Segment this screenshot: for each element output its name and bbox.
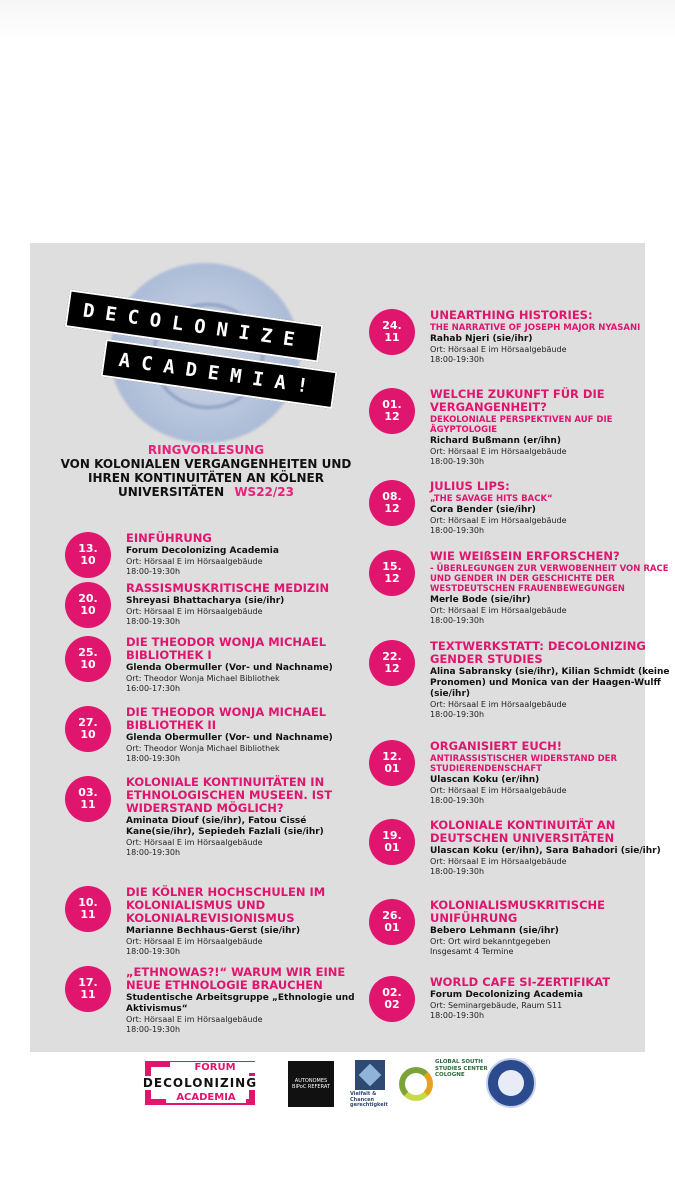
vielfalt-logo: Vielfalt & Chancen gerechtigkeit [350,1060,390,1108]
date-badge [65,532,111,578]
date-badge [369,740,415,786]
event-title: WORLD CAFE SI-ZERTIFIKAT [430,975,611,989]
event-speaker: Forum Decolonizing Academia [126,546,279,556]
date-day: 10. [78,896,98,909]
event-details [430,740,670,806]
event-title: JULIUS LIPS: [430,479,510,493]
date-day: 26. [382,909,402,922]
event-time: 18:00-19:30h [126,617,181,626]
date-badge [369,480,415,526]
event-title: KOLONIALE KONTINUITÄTEN IN ETHNOLOGISCHEN MUSEEN. IST WIDERSTAND MÖGLICH? [126,775,333,815]
event-speaker: Aminata Diouf (sie/ihr), Fatou Cissé Kane(sie/ihr), Sepiedeh Fazlali (sie/ihr) [126,816,324,837]
event-details [430,640,670,720]
date-month: 10 [80,554,96,567]
date-month: 10 [80,658,96,671]
event-details [430,550,670,626]
event-time: 18:00-19:30h [430,710,485,719]
event-place: Ort: Hörsaal E im Hörsaalgebäude [430,857,567,866]
date-month: 12 [384,502,400,515]
event-details [430,899,670,957]
event-place: Ort: Hörsaal E im Hörsaalgebäude [430,606,567,615]
event-subtitle: ANTIRASSISTISCHER WIDERSTAND DER STUDIERENDENSCHAFT [430,754,617,774]
event-details [430,309,670,365]
event-title: DIE KÖLNER HOCHSCHULEN IM KOLONIALISMUS UND KOLONIALREVISIONISMUS [126,885,326,925]
date-month: 11 [80,908,96,921]
event-place: Ort: Hörsaal E im Hörsaalgebäude [430,516,567,525]
event-speaker: Bebero Lehmann (sie/ihr) [430,926,559,936]
date-month: 11 [80,988,96,1001]
event-details [126,966,366,1035]
event-details [126,776,366,858]
event-subtitle: - ÜBERLEGUNGEN ZUR VERWOBENHEIT VON RACE UND GENDER IN DER GESCHICHTE DER WESTDEUTSCHEN FRAUENBEWEGUNGEN [430,564,669,594]
date-month: 11 [384,331,400,344]
date-day: 19. [382,829,402,842]
date-month: 11 [80,798,96,811]
date-day: 12. [382,750,402,763]
event-time: 18:00-19:30h [126,848,181,857]
date-day: 01. [382,398,402,411]
event-title: ORGANISIERT EUCH! [430,739,562,753]
event-speaker: Glenda Obermuller (Vor- und Nachname) [126,663,333,673]
date-badge [65,706,111,752]
date-badge [65,636,111,682]
date-day: 20. [78,592,98,605]
subtitle-text: VON KOLONIALEN VERGANGENHEITEN UND IHREN KONTINUITÄTEN AN KÖLNER UNIVERSITÄTEN [60,457,352,499]
event-speaker: Ulascan Koku (er/ihn) [430,775,540,785]
event-time: 18:00-19:30h [430,1011,485,1020]
date-badge [65,582,111,628]
event-subtitle: „THE SAVAGE HITS BACK“ [430,494,553,504]
event-speaker: Rahab Njeri (sie/ihr) [430,334,533,344]
event-time: 16:00-17:30h [126,684,181,693]
event-details [126,636,366,694]
poster [30,243,670,1115]
event-place: Ort: Hörsaal E im Hörsaalgebäude [430,345,567,354]
event-speaker: Marianne Bechhaus-Gerst (sie/ihr) [126,926,301,936]
event-place: Ort: Seminargebäude, Raum S11 [430,1001,563,1010]
event-details [126,532,366,577]
date-badge [369,976,415,1022]
date-day: 08. [382,490,402,503]
banner-decolonize: DECOLONIZE [65,289,324,362]
event-title: TEXTWERKSTATT: DECOLONIZING GENDER STUDIES [430,639,646,666]
date-month: 12 [384,572,400,585]
date-badge [65,776,111,822]
date-day: 03. [78,786,98,799]
event-details [430,819,670,877]
date-day: 17. [78,976,98,989]
event-subtitle: DEKOLONIALE PERSPEKTIVEN AUF DIE ÄGYPTOLOGIE [430,415,613,435]
event-title: EINFÜHRUNG [126,531,212,545]
event-time: 18:00-19:30h [126,567,181,576]
date-day: 22. [382,650,402,663]
event-place: Ort: Hörsaal E im Hörsaalgebäude [430,447,567,456]
event-time: 18:00-19:30h [430,457,485,466]
global-south-logo: GLOBAL SOUTH STUDIES CENTER COLOGNE [395,1057,495,1109]
event-place: Ort: Hörsaal E im Hörsaalgebäude [126,557,263,566]
event-title: RASSISMUSKRITISCHE MEDIZIN [126,581,330,595]
date-month: 10 [80,728,96,741]
event-time: Insgesamt 4 Termine [430,947,514,956]
event-place: Ort: Hörsaal E im Hörsaalgebäude [430,786,567,795]
forum-decolonizing-logo: FORUM DECOLONIZING ACADEMIA [130,1061,270,1105]
event-time: 18:00-19:30h [126,1025,181,1034]
event-details [430,388,670,467]
date-day: 27. [78,716,98,729]
event-time: 18:00-19:30h [430,616,485,625]
event-time: 18:00-19:30h [126,947,181,956]
event-speaker: Cora Bender (sie/ihr) [430,505,536,515]
date-day: 24. [382,319,402,332]
event-details [430,480,670,536]
date-day: 25. [78,646,98,659]
semester-label: WS22/23 [234,485,294,499]
date-day: 15. [382,560,402,573]
date-month: 01 [384,762,400,775]
event-time: 18:00-19:30h [126,754,181,763]
date-month: 12 [384,662,400,675]
event-place: Ort: Ort wird bekanntgegeben [430,937,551,946]
event-title: DIE THEODOR WONJA MICHAEL BIBLIOTHEK II [126,705,327,732]
date-month: 10 [80,604,96,617]
university-seal-small [486,1058,536,1108]
event-speaker: Merle Bode (sie/ihr) [430,595,531,605]
event-speaker: Forum Decolonizing Academia [430,990,583,1000]
event-subtitle: THE NARRATIVE OF JOSEPH MAJOR NYASANI [430,323,641,333]
subtitle-body [58,457,354,499]
event-place: Ort: Hörsaal E im Hörsaalgebäude [126,937,263,946]
event-title: KOLONIALE KONTINUITÄT AN DEUTSCHEN UNIVERSITÄTEN [430,818,616,845]
event-details [126,886,366,957]
lecture-subtitle [58,443,354,499]
event-title: UNEARTHING HISTORIES: [430,308,593,322]
date-month: 02 [384,998,400,1011]
event-speaker: Shreyasi Bhattacharya (sie/ihr) [126,596,285,606]
date-badge [369,899,415,945]
date-day: 02. [382,986,402,999]
event-place: Ort: Hörsaal E im Hörsaalgebäude [126,1015,263,1024]
event-place: Ort: Theodor Wonja Michael Bibliothek [126,674,280,683]
date-badge [65,886,111,932]
date-badge [369,388,415,434]
event-speaker: Richard Bußmann (er/ihn) [430,436,561,446]
event-time: 18:00-19:30h [430,355,485,364]
event-place: Ort: Hörsaal E im Hörsaalgebäude [126,838,263,847]
banner-academia: ACADEMIA! [100,339,337,409]
date-badge [65,966,111,1012]
date-month: 01 [384,921,400,934]
date-badge [369,819,415,865]
top-bar [0,0,675,40]
bipoc-referat-logo: AUTONOMES BIPoC REFERAT [288,1061,334,1107]
event-details [430,976,670,1021]
sponsor-footer [30,1052,645,1115]
event-title: WELCHE ZUKUNFT FÜR DIE VERGANGENHEIT? [430,387,605,414]
event-speaker: Alina Sabransky (sie/ihr), Kilian Schmidt (keine Pronomen) und Monica van der Haagen-Wulff (sie/ihr) [430,667,670,699]
event-title: KOLONIALISMUSKRITISCHE UNIFÜHRUNG [430,898,605,925]
event-place: Ort: Theodor Wonja Michael Bibliothek [126,744,280,753]
event-speaker: Glenda Obermuller (Vor- und Nachname) [126,733,333,743]
date-month: 01 [384,841,400,854]
event-time: 18:00-19:30h [430,867,485,876]
date-badge [369,640,415,686]
date-day: 13. [78,542,98,555]
event-speaker: Ulascan Koku (er/ihn), Sara Bahadori (sie/ihr) [430,846,661,856]
ringvorlesung-label: RINGVORLESUNG [147,443,265,457]
date-badge [369,550,415,596]
event-speaker: Studentische Arbeitsgruppe „Ethnologie und Aktivismus“ [126,993,355,1014]
event-details [126,706,366,764]
event-details [126,582,366,627]
event-title: DIE THEODOR WONJA MICHAEL BIBLIOTHEK I [126,635,327,662]
date-month: 12 [384,410,400,423]
event-place: Ort: Hörsaal E im Hörsaalgebäude [126,607,263,616]
event-time: 18:00-19:30h [430,796,485,805]
event-time: 18:00-19:30h [430,526,485,535]
event-place: Ort: Hörsaal E im Hörsaalgebäude [430,700,567,709]
event-title: „ETHNOWAS?!“ WARUM WIR EINE NEUE ETHNOLOGIE BRAUCHEN [126,965,346,992]
date-badge [369,309,415,355]
event-title: WIE WEIßSEIN ERFORSCHEN? [430,549,620,563]
